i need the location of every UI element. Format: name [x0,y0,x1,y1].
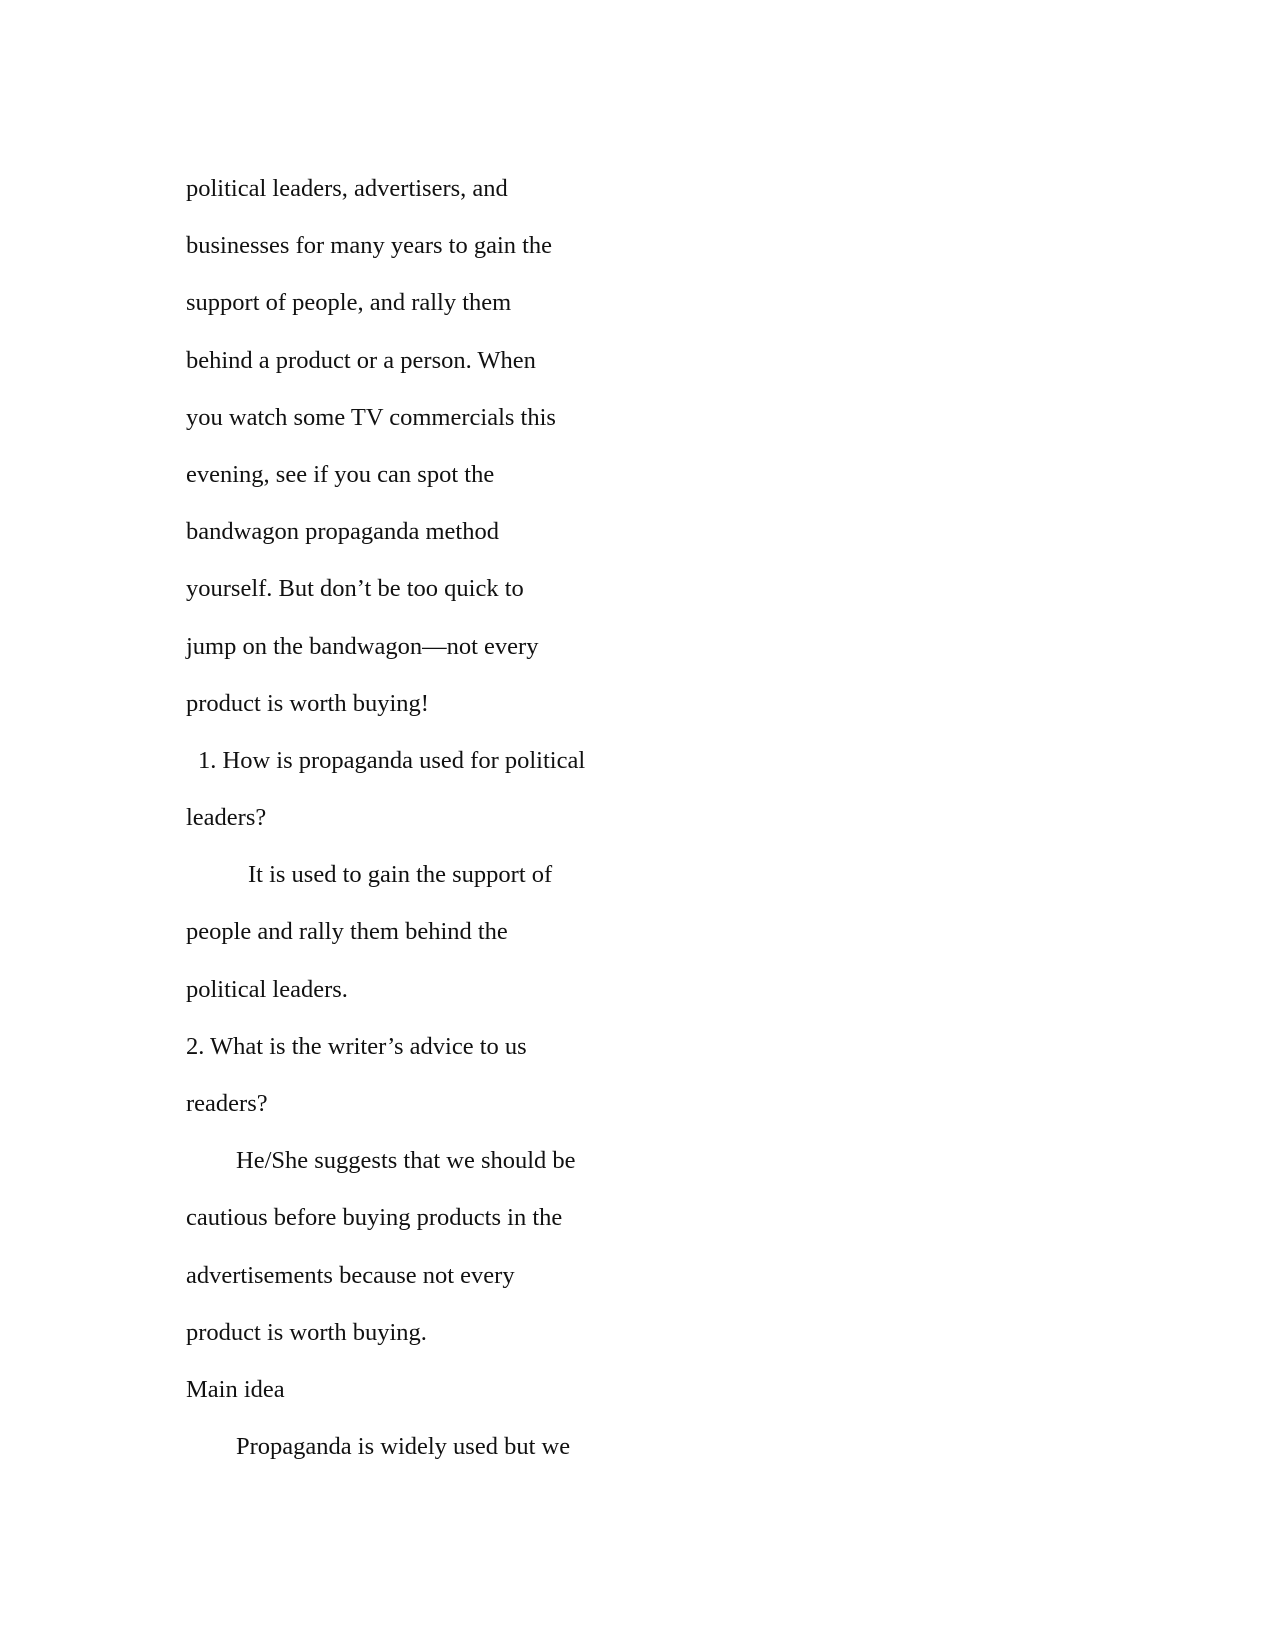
question-1-continued: leaders? [186,804,267,832]
passage-line: evening, see if you can spot the [186,460,495,488]
main-idea-heading: Main idea [186,1375,285,1403]
answer-2-continued: advertisements because not every [186,1261,515,1289]
passage-line: businesses for many years to gain the [186,232,553,260]
passage-line: support of people, and rally them [186,289,512,317]
answer-1-continued: people and rally them behind the [186,918,508,946]
passage-line: yourself. But don’t be too quick to [186,575,524,603]
question-2: 2. What is the writer’s advice to us [186,1032,527,1060]
passage-line: behind a product or a person. When [186,346,536,374]
passage-line: jump on the bandwagon—not every [186,632,539,660]
passage-line: political leaders, advertisers, and [186,175,508,202]
main-idea-text: Propaganda is widely used but we [236,1433,571,1461]
passage-line: bandwagon propaganda method [186,518,499,546]
answer-2-continued: product is worth buying. [186,1318,427,1346]
answer-1: It is used to gain the support of [248,861,553,889]
passage-line: you watch some TV commercials this [186,403,556,431]
passage-line: product is worth buying! [186,689,429,717]
answer-2: He/She suggests that we should be [236,1147,576,1175]
answer-2-continued: cautious before buying products in the [186,1204,563,1232]
question-2-continued: readers? [186,1090,268,1117]
answer-1-continued: political leaders. [186,975,348,1003]
question-1: 1. How is propaganda used for political [198,746,586,774]
document-body [186,174,646,1489]
